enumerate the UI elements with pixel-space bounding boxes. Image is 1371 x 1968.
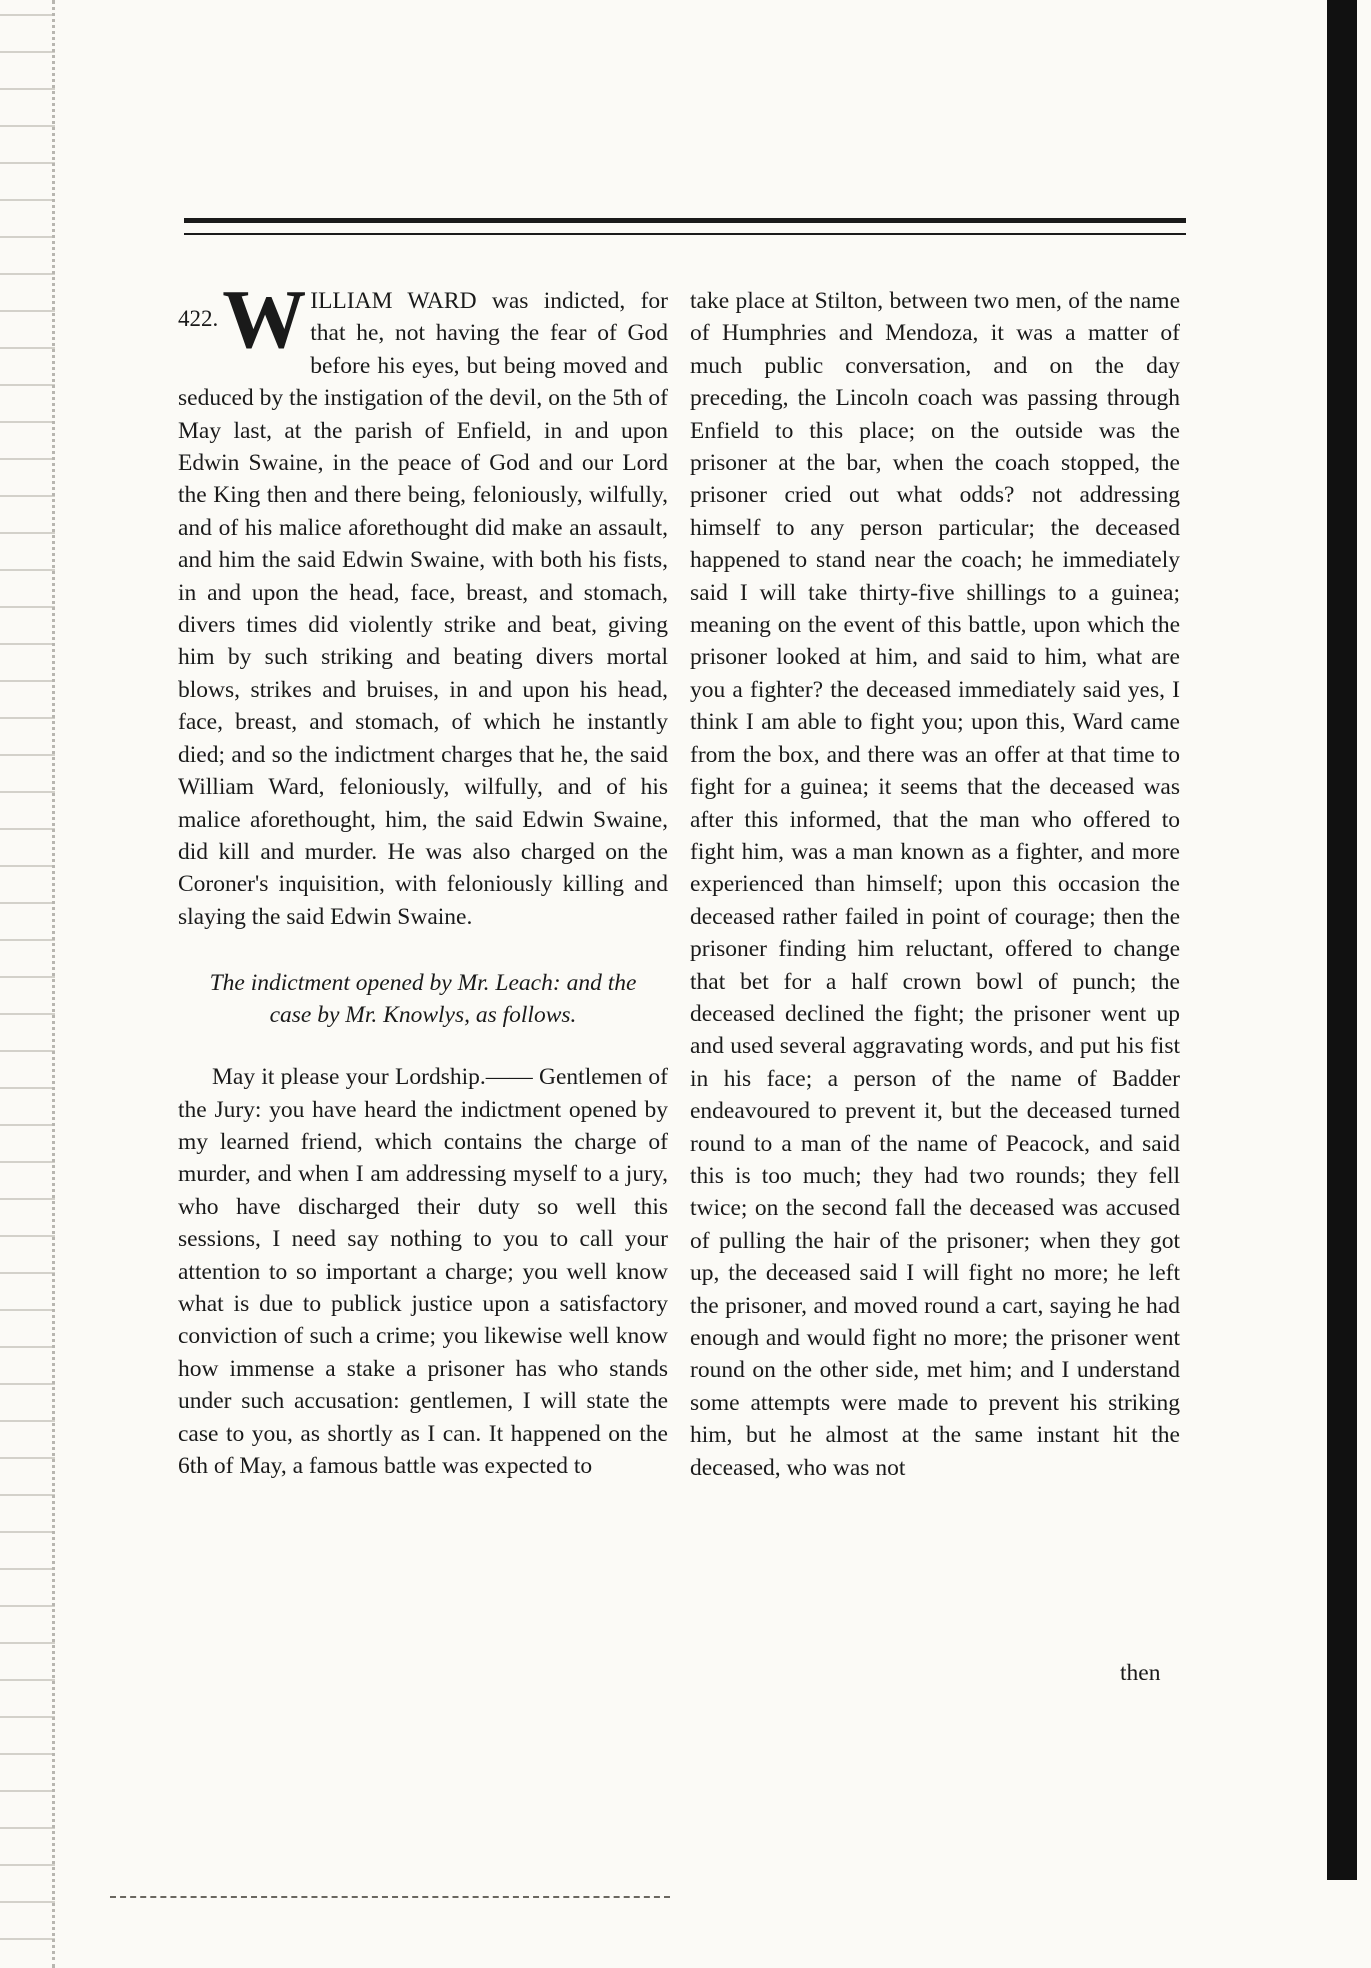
right-column-text: take place at Stilton, between two men, of the name of Humphries and Mendoza, it was a matter of much public conversation, and on the day preceding, the Lincoln coach was passing through Enfield to this place; on the outside was the prisoner at the bar, when the coach stopped, the prisoner cried out what odds? not addressing himself to any person particular; the deceased happened to stand near the coach; he immediately said I will take thirty-five shillings to a guinea; meaning on the event of this battle, upon which the prisoner looked at him, and said to him, what are you a fighter? the deceased immediately said yes, I think I am able to fight you; upon this, Ward came from the box, and there was an offer at that time to fight for a guinea; it seems that the deceased was after this informed, that the man who offered to fight him, was a man known as a fighter, and more experienced than himself; upon this occasion the deceased rather failed in point of courage; then the prisoner finding him reluctant, offered to change that bet for a half crown bowl of punch; the deceased declined the fight; the prisoner went up and used several aggravating words, and put his fist in his face; a person of the name of Badder endeavoured to prevent it, but the deceased turned round to a man of the name of Peacock, and said this is too much; they had two rounds; they fell twice; on the second fall the deceased was accused of pulling the hair of the prisoner; when they got up, the deceased said I will fight no more; he left the prisoner, and moved round a cart, saying he had enough and would fight no more; the prisoner went round on the other side, met him; and I understand some attempts were made to prevent his striking him, but he almost at the same instant hit the deceased, who was not [690, 288, 1180, 1481]
drop-cap: W [222, 273, 307, 366]
left-column [178, 273, 668, 1482]
opening-paragraph [178, 273, 668, 933]
case-number: 422. [178, 306, 219, 331]
footer-rule [110, 1896, 670, 1898]
catchword: then [1120, 1660, 1161, 1686]
section-subtitle: The indictment opened by Mr. Leach: and the case by Mr. Knowlys, as follows. [209, 970, 637, 1029]
counsel-speech: May it please your Lordship.—— Gentlemen of the Jury: you have heard the indictment opened by my learned friend, which contains the charge of murder, and when I am addressing myself to a jury, who have discharged their duty so well this sessions, I need say nothing to you to call your attention to so important a charge; you well know what is due to publick justice upon a satisfactory conviction of such a crime; you likewise well know how immense a stake a prisoner has who stands under such accusation: gentlemen, I will state the case to you, as shortly as I can. It happened on the 6th of May, a famous battle was expected to [178, 1064, 668, 1479]
indictment-text: ILLIAM WARD was indicted, for that he, not having the fear of God before his eyes, but being moved and seduced by the instigation of the devil, on the 5th of May last, at the parish of Enfield, in and upon Edwin Swaine, in the peace of God and our Lord the King then and there being, feloniously, wilfully, and of his malice aforethought did make an assault, and him the said Edwin Swaine, with both his fists, in and upon the head, face, breast, and stomach, divers times did violently strike and beat, giving him by such striking and beating divers mortal blows, strikes and bruises, in and upon his head, face, breast, and stomach, of which he instantly died; and so the indictment charges that he, the said William Ward, feloniously, wilfully, and of his malice aforethought, him, the said Edwin Swaine, did kill and murder. He was also charged on the Coroner's inquisition, with feloniously killing and slaying the said Edwin Swaine. [178, 288, 668, 930]
scan-shadow-bar [1327, 0, 1357, 1880]
right-column [690, 285, 1180, 1484]
binding-edge [0, 0, 55, 1968]
header-rule [184, 218, 1186, 235]
